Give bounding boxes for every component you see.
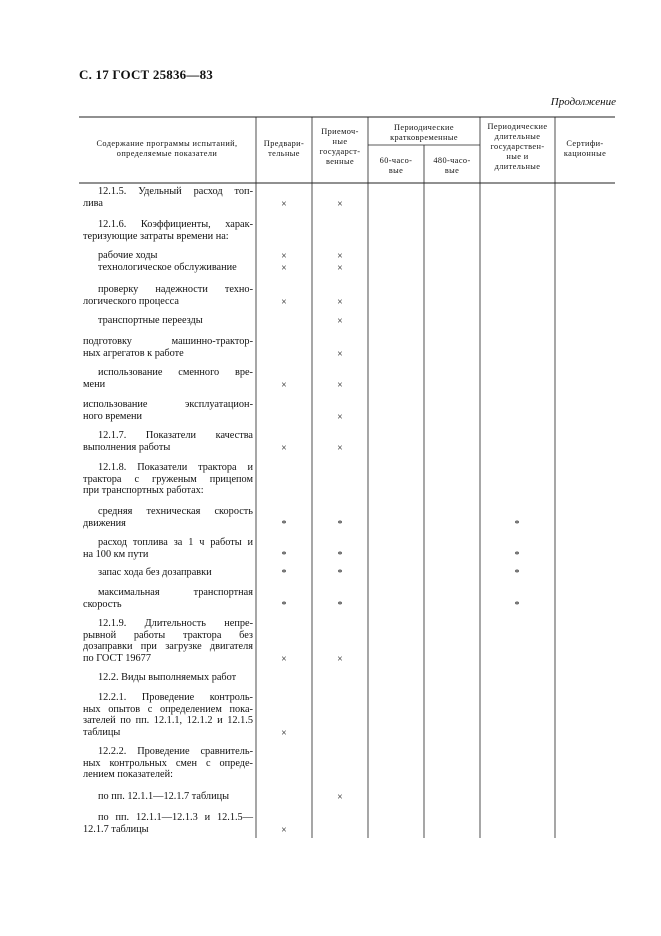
table-row <box>83 367 253 390</box>
mark-accept: × <box>337 316 343 327</box>
row-text-line: максимальная транспортная <box>98 587 253 598</box>
table-row <box>83 791 253 803</box>
mark-prelim: × <box>281 251 287 262</box>
mark-prelim: × <box>281 296 287 308</box>
mark-prelim: * <box>281 568 287 579</box>
mark-prelim: × <box>281 263 287 274</box>
row-text-line: по пп. 12.1.1—12.1.7 таблицы <box>98 791 230 802</box>
table-row <box>83 262 253 274</box>
mark-accept: × <box>337 251 343 262</box>
row-text-line: выполнения работы <box>83 441 171 453</box>
row-text-line: 12.1.8. Показатели трактора и <box>98 462 253 473</box>
mark-accept: × <box>337 263 343 274</box>
mark-accept: * <box>337 568 343 579</box>
table-row <box>83 618 253 664</box>
header-60h: 60-часо- вые <box>379 156 413 175</box>
table-row <box>83 692 253 738</box>
header-content: Содержание программы испытаний, определяемые показатели <box>96 139 238 158</box>
mark-accept: × <box>337 792 343 803</box>
mark-prelim: × <box>281 653 287 665</box>
row-text-line: расход топлива за 1 ч работы и <box>98 537 253 548</box>
row-text-line: зателей по пп. 12.1.1, 12.1.2 и 12.1.5 <box>83 715 253 727</box>
row-text-line: использование эксплуатацион- <box>83 399 253 410</box>
row-text-line: 12.1.6. Коэффициенты, харак- <box>98 219 253 230</box>
mark-accept: × <box>337 296 343 308</box>
mark-accept: × <box>337 379 343 391</box>
mark-long: * <box>514 518 520 530</box>
table-row <box>83 219 253 242</box>
table-row <box>83 399 253 422</box>
row-text-line: лением показателей: <box>83 769 173 781</box>
header-periodic-short: Периодические кратковременные <box>390 123 458 142</box>
mark-long: * <box>514 549 520 561</box>
page-header: С. 17 ГОСТ 25836—83 <box>79 67 213 82</box>
row-text-line: лива <box>83 197 103 209</box>
mark-prelim: * <box>281 549 287 561</box>
table-row <box>83 186 253 209</box>
row-text-line: 12.1.7. Показатели качества <box>98 430 253 441</box>
row-text-line: ного времени <box>83 410 143 422</box>
row-text-line: по ГОСТ 19677 <box>83 652 151 664</box>
mark-accept: × <box>337 442 343 454</box>
row-text-line: на 100 км пути <box>83 548 149 560</box>
table-row <box>83 587 253 610</box>
continuation-label: Продолжение <box>550 96 616 108</box>
row-text-line: транспортные переезды <box>98 315 203 326</box>
row-text-line: ных опытов с определением пока- <box>83 703 253 715</box>
table-row <box>83 250 253 262</box>
row-text-line: технологическое обслуживание <box>98 262 237 273</box>
table-row <box>83 506 253 529</box>
row-text-line: логического процесса <box>83 295 179 307</box>
table-row <box>83 672 253 684</box>
header-preliminary: Предвари- тельные <box>263 139 305 158</box>
row-text-line: 12.1.7 таблицы <box>83 823 149 835</box>
row-text-line: средняя техническая скорость <box>98 506 253 517</box>
mark-accept: × <box>337 653 343 665</box>
table-row <box>83 462 253 497</box>
header-480h: 480-часо- вые <box>433 156 471 175</box>
mark-prelim: * <box>281 599 287 611</box>
mark-accept: * <box>337 599 343 611</box>
row-text-line: рывной работы трактора без <box>83 629 253 641</box>
row-text-line: использование сменного вре- <box>98 367 253 378</box>
mark-accept: * <box>337 549 343 561</box>
mark-accept: × <box>337 348 343 360</box>
row-text-line: ных агрегатов к работе <box>83 347 184 359</box>
row-text-line: запас хода без дозаправки <box>98 567 212 578</box>
row-text-line: проверку надежности техно- <box>98 284 253 295</box>
mark-accept: * <box>337 518 343 530</box>
table-row <box>83 284 253 307</box>
row-text-line: мени <box>83 378 106 390</box>
row-text-line: скорость <box>83 598 122 610</box>
mark-prelim: × <box>281 824 287 836</box>
table-row <box>83 336 253 359</box>
mark-accept: × <box>337 411 343 423</box>
row-text-line: теризующие затраты времени на: <box>83 230 229 242</box>
row-text-line: дозаправки при загрузке двигателя <box>83 641 253 653</box>
row-text-line: трактора с груженым прицепом <box>83 473 253 485</box>
table-row <box>83 812 253 835</box>
table-row <box>83 430 253 453</box>
mark-long: * <box>514 599 520 611</box>
row-text-line: 12.2.2. Проведение сравнитель- <box>98 746 253 757</box>
mark-prelim: × <box>281 379 287 391</box>
table-row <box>83 315 253 327</box>
header-acceptance: Приемоч- ные государст- венные <box>319 127 361 166</box>
row-text-line: 12.2.1. Проведение контроль- <box>98 692 253 703</box>
table-row <box>83 746 253 781</box>
header-certification: Сертифи- кационные <box>563 139 607 158</box>
table-row <box>83 537 253 560</box>
row-text-line: при транспортных работах: <box>83 485 204 497</box>
mark-accept: × <box>337 198 343 210</box>
mark-prelim: × <box>281 727 287 739</box>
row-text-line: рабочие ходы <box>98 250 158 261</box>
row-text-line: по пп. 12.1.1—12.1.3 и 12.1.5— <box>98 812 253 823</box>
mark-long: * <box>514 568 520 579</box>
row-text-line: 12.2. Виды выполняемых работ <box>98 672 237 683</box>
row-text-line: подготовку машинно-трактор- <box>83 336 253 347</box>
mark-prelim: × <box>281 198 287 210</box>
mark-prelim: × <box>281 442 287 454</box>
mark-prelim: * <box>281 518 287 530</box>
row-text-line: ных контрольных смен с опреде- <box>83 757 253 769</box>
header-periodic-long: Периодические длительные государствен- ные и длительные <box>487 122 548 171</box>
row-text-line: 12.1.9. Длительность непре- <box>98 618 253 629</box>
row-text-line: таблицы <box>83 726 121 738</box>
row-text-line: 12.1.5. Удельный расход топ- <box>98 186 253 197</box>
row-text-line: движения <box>83 517 126 529</box>
table-row <box>83 567 253 579</box>
